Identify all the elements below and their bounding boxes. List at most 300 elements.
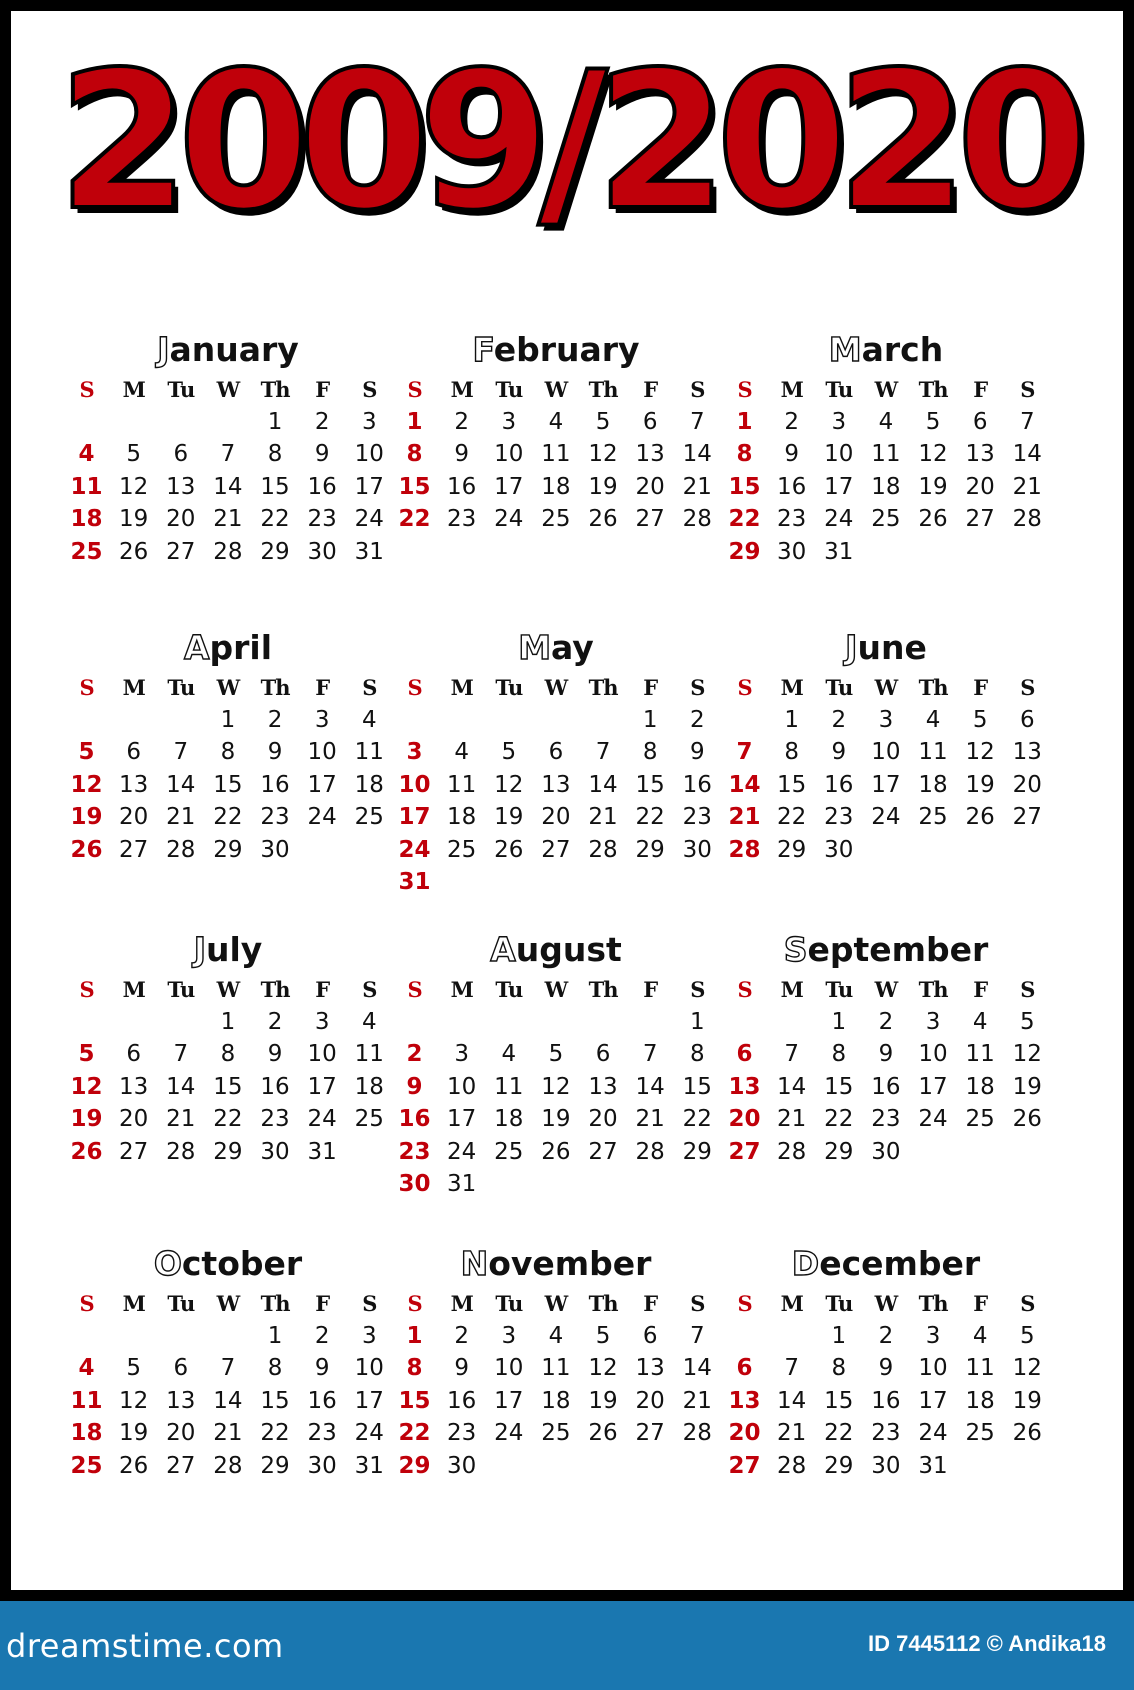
month-name: August bbox=[490, 930, 622, 969]
day-cell: 7 bbox=[689, 1322, 705, 1349]
day-cell: 14 bbox=[1012, 441, 1042, 468]
day-cell: 5 bbox=[126, 441, 141, 468]
week-row bbox=[391, 1071, 721, 1104]
day-cell: 21 bbox=[682, 1387, 712, 1414]
weekday-header: M bbox=[450, 675, 473, 700]
day-cell: 26 bbox=[494, 836, 524, 863]
weekday-header: W bbox=[544, 1291, 568, 1316]
day-cell: 26 bbox=[1012, 1420, 1042, 1447]
day-cell: 7 bbox=[1019, 408, 1035, 435]
brand-logo[interactable]: dreamstime.com bbox=[6, 1627, 284, 1665]
day-cell: 6 bbox=[126, 739, 141, 766]
weekday-header: S bbox=[1020, 1291, 1035, 1316]
week-row bbox=[391, 704, 721, 737]
weekday-header: Tu bbox=[825, 1291, 853, 1316]
month-name: July bbox=[193, 930, 263, 969]
day-cell: 19 bbox=[494, 804, 524, 831]
day-cell: 18 bbox=[70, 506, 103, 533]
day-cell: 22 bbox=[824, 1106, 854, 1133]
day-cell: 28 bbox=[635, 1138, 665, 1165]
day-cell: 3 bbox=[501, 1322, 517, 1349]
day-cell: 13 bbox=[635, 441, 665, 468]
day-cell: 30 bbox=[447, 1452, 477, 1479]
weekday-header: S bbox=[407, 977, 422, 1002]
day-cell: 9 bbox=[878, 1041, 894, 1068]
week-row bbox=[391, 1039, 721, 1072]
day-cell: 27 bbox=[965, 506, 995, 533]
day-cell: 17 bbox=[918, 1073, 948, 1100]
month-july bbox=[63, 930, 393, 1169]
week-row bbox=[721, 504, 1051, 537]
day-cell: 12 bbox=[70, 771, 103, 798]
week-row bbox=[721, 737, 1051, 770]
month-name: January bbox=[157, 330, 299, 369]
day-cell: 30 bbox=[824, 836, 854, 863]
day-cell: 22 bbox=[398, 506, 431, 533]
weekday-header: S bbox=[362, 675, 377, 700]
weekday-header: M bbox=[450, 977, 473, 1002]
day-cell: 20 bbox=[728, 1106, 761, 1133]
day-cell: 28 bbox=[777, 1452, 807, 1479]
image-credit: ID 7445112 © Andika18 bbox=[868, 1631, 1106, 1656]
weekday-header: W bbox=[874, 377, 898, 402]
day-cell: 24 bbox=[494, 1420, 524, 1447]
day-cell: 12 bbox=[1012, 1041, 1042, 1068]
week-row bbox=[63, 406, 393, 439]
day-cell: 31 bbox=[918, 1452, 948, 1479]
day-cell: 4 bbox=[78, 441, 95, 468]
week-row bbox=[63, 802, 393, 835]
day-cell: 18 bbox=[965, 1073, 995, 1100]
weekday-header: S bbox=[737, 675, 752, 700]
day-cell: 16 bbox=[398, 1106, 431, 1133]
week-row bbox=[391, 1104, 721, 1137]
day-cell: 30 bbox=[307, 538, 337, 565]
day-cell: 12 bbox=[70, 1073, 103, 1100]
day-cell: 22 bbox=[824, 1420, 854, 1447]
day-cell: 5 bbox=[548, 1041, 564, 1068]
weekday-header: Th bbox=[918, 675, 948, 700]
day-cell: 6 bbox=[1019, 706, 1035, 733]
day-cell: 5 bbox=[1019, 1008, 1035, 1035]
day-cell: 4 bbox=[501, 1041, 517, 1068]
weekday-header: Th bbox=[918, 1291, 948, 1316]
day-cell: 9 bbox=[878, 1355, 894, 1382]
week-row bbox=[63, 1385, 393, 1418]
day-cell: 24 bbox=[447, 1138, 477, 1165]
week-row bbox=[391, 1136, 721, 1169]
week-row bbox=[721, 439, 1051, 472]
weekday-header: F bbox=[315, 675, 330, 700]
day-cell: 19 bbox=[119, 1420, 149, 1447]
day-cell: 15 bbox=[682, 1073, 712, 1100]
day-cell: 21 bbox=[728, 804, 761, 831]
day-cell: 8 bbox=[784, 739, 799, 766]
week-row bbox=[391, 406, 721, 439]
weekday-header: F bbox=[973, 1291, 988, 1316]
day-grid bbox=[391, 1287, 721, 1483]
day-cell: 3 bbox=[831, 408, 847, 435]
week-row bbox=[63, 1071, 393, 1104]
day-cell: 25 bbox=[354, 1106, 384, 1133]
week-row bbox=[721, 1039, 1051, 1072]
weekday-header: F bbox=[643, 1291, 658, 1316]
day-cell: 16 bbox=[307, 473, 337, 500]
day-cell: 26 bbox=[119, 1452, 149, 1479]
day-cell: 11 bbox=[70, 473, 103, 500]
day-cell: 9 bbox=[406, 1073, 423, 1100]
day-cell: 14 bbox=[166, 1073, 196, 1100]
day-cell: 25 bbox=[494, 1138, 524, 1165]
day-cell: 3 bbox=[878, 706, 894, 733]
week-row bbox=[63, 769, 393, 802]
weekday-header: W bbox=[216, 377, 240, 402]
day-cell: 15 bbox=[398, 473, 431, 500]
day-cell: 26 bbox=[70, 836, 103, 863]
day-cell: 13 bbox=[1012, 739, 1042, 766]
weekday-header-row bbox=[391, 1287, 721, 1320]
day-cell: 19 bbox=[918, 473, 948, 500]
day-cell: 15 bbox=[398, 1387, 431, 1414]
day-cell: 12 bbox=[119, 473, 149, 500]
day-cell: 3 bbox=[925, 1322, 941, 1349]
day-cell: 12 bbox=[494, 771, 524, 798]
day-cell: 1 bbox=[267, 1322, 283, 1349]
day-cell: 17 bbox=[871, 771, 901, 798]
day-cell: 19 bbox=[965, 771, 995, 798]
day-cell: 4 bbox=[972, 1322, 988, 1349]
week-row bbox=[63, 504, 393, 537]
day-grid bbox=[391, 973, 721, 1201]
calendar-page bbox=[11, 11, 1123, 1590]
day-cell: 10 bbox=[494, 441, 524, 468]
week-row bbox=[391, 769, 721, 802]
day-cell: 19 bbox=[588, 1387, 618, 1414]
day-cell: 20 bbox=[541, 804, 571, 831]
weekday-header: Th bbox=[260, 675, 290, 700]
day-cell: 13 bbox=[119, 771, 149, 798]
week-row bbox=[391, 1006, 721, 1039]
day-cell: 24 bbox=[918, 1106, 948, 1133]
day-cell: 2 bbox=[831, 706, 847, 733]
week-row bbox=[721, 769, 1051, 802]
day-cell: 2 bbox=[784, 408, 799, 435]
day-cell: 7 bbox=[220, 1355, 236, 1382]
day-cell: 27 bbox=[166, 538, 196, 565]
week-row bbox=[721, 1071, 1051, 1104]
day-cell: 4 bbox=[78, 1355, 95, 1382]
day-cell: 4 bbox=[361, 706, 377, 733]
weekday-header: Tu bbox=[167, 977, 195, 1002]
day-cell: 6 bbox=[736, 1041, 753, 1068]
day-cell: 28 bbox=[682, 1420, 712, 1447]
week-row bbox=[721, 834, 1051, 867]
day-cell: 21 bbox=[166, 804, 196, 831]
month-august bbox=[391, 930, 721, 1201]
day-cell: 7 bbox=[173, 739, 189, 766]
weekday-header: F bbox=[315, 1291, 330, 1316]
weekday-header: M bbox=[450, 1291, 473, 1316]
day-cell: 11 bbox=[494, 1073, 524, 1100]
day-cell: 30 bbox=[260, 836, 290, 863]
day-cell: 13 bbox=[635, 1355, 665, 1382]
month-name: March bbox=[828, 330, 944, 369]
day-cell: 21 bbox=[213, 506, 243, 533]
day-cell: 14 bbox=[777, 1387, 807, 1414]
day-cell: 23 bbox=[871, 1420, 901, 1447]
day-cell: 16 bbox=[447, 473, 477, 500]
day-cell: 20 bbox=[1012, 771, 1042, 798]
day-cell: 17 bbox=[398, 804, 431, 831]
weekday-header: F bbox=[973, 675, 988, 700]
day-cell: 23 bbox=[682, 804, 712, 831]
week-row bbox=[391, 1169, 721, 1202]
day-cell: 1 bbox=[220, 1008, 236, 1035]
weekday-header: W bbox=[216, 1291, 240, 1316]
day-cell: 13 bbox=[166, 473, 196, 500]
day-cell: 5 bbox=[595, 408, 611, 435]
week-row bbox=[721, 1006, 1051, 1039]
week-row bbox=[391, 1320, 721, 1353]
weekday-header: Th bbox=[918, 377, 948, 402]
weekday-header: Tu bbox=[825, 675, 853, 700]
day-cell: 10 bbox=[307, 739, 337, 766]
day-cell: 4 bbox=[972, 1008, 988, 1035]
day-cell: 19 bbox=[1012, 1073, 1042, 1100]
week-row bbox=[721, 1104, 1051, 1137]
day-cell: 20 bbox=[635, 1387, 665, 1414]
week-row bbox=[391, 1418, 721, 1451]
day-cell: 22 bbox=[682, 1106, 712, 1133]
day-cell: 23 bbox=[307, 506, 337, 533]
week-row bbox=[391, 1450, 721, 1483]
week-row bbox=[391, 802, 721, 835]
day-cell: 22 bbox=[728, 506, 761, 533]
day-cell: 18 bbox=[494, 1106, 524, 1133]
day-cell: 24 bbox=[307, 804, 337, 831]
weekday-header: M bbox=[780, 675, 803, 700]
day-cell: 29 bbox=[398, 1452, 431, 1479]
weekday-header: W bbox=[874, 1291, 898, 1316]
day-cell: 24 bbox=[824, 506, 854, 533]
footer-bar bbox=[0, 1601, 1134, 1690]
weekday-header: W bbox=[544, 675, 568, 700]
day-cell: 22 bbox=[213, 1106, 243, 1133]
day-cell: 6 bbox=[642, 1322, 658, 1349]
day-cell: 16 bbox=[260, 771, 290, 798]
day-grid bbox=[63, 373, 393, 569]
day-cell: 13 bbox=[728, 1073, 761, 1100]
day-cell: 2 bbox=[406, 1041, 423, 1068]
day-cell: 15 bbox=[213, 1073, 243, 1100]
day-cell: 25 bbox=[871, 506, 901, 533]
day-cell: 3 bbox=[361, 1322, 377, 1349]
day-cell: 25 bbox=[447, 836, 477, 863]
day-cell: 11 bbox=[871, 441, 901, 468]
week-row bbox=[721, 802, 1051, 835]
day-cell: 21 bbox=[682, 473, 712, 500]
day-cell: 17 bbox=[447, 1106, 477, 1133]
day-cell: 8 bbox=[406, 1355, 423, 1382]
day-cell: 11 bbox=[70, 1387, 103, 1414]
day-cell: 11 bbox=[354, 739, 384, 766]
day-cell: 15 bbox=[824, 1387, 854, 1414]
day-cell: 2 bbox=[878, 1008, 894, 1035]
week-row bbox=[391, 867, 721, 900]
day-cell: 24 bbox=[354, 506, 384, 533]
day-cell: 17 bbox=[494, 1387, 524, 1414]
day-cell: 22 bbox=[260, 1420, 290, 1447]
week-row bbox=[721, 1385, 1051, 1418]
week-row bbox=[721, 704, 1051, 737]
month-name: September bbox=[783, 930, 989, 969]
day-cell: 15 bbox=[213, 771, 243, 798]
day-cell: 15 bbox=[635, 771, 665, 798]
day-cell: 15 bbox=[728, 473, 761, 500]
day-cell: 21 bbox=[1012, 473, 1042, 500]
month-name: April bbox=[183, 628, 273, 667]
weekday-header: S bbox=[690, 377, 705, 402]
day-cell: 2 bbox=[267, 706, 283, 733]
day-cell: 19 bbox=[1012, 1387, 1042, 1414]
day-cell: 22 bbox=[777, 804, 807, 831]
weekday-header: S bbox=[362, 1291, 377, 1316]
day-cell: 8 bbox=[736, 441, 753, 468]
day-cell: 5 bbox=[595, 1322, 611, 1349]
day-cell: 8 bbox=[220, 1041, 236, 1068]
day-cell: 1 bbox=[831, 1322, 847, 1349]
weekday-header: S bbox=[1020, 377, 1035, 402]
day-cell: 6 bbox=[548, 739, 564, 766]
day-cell: 1 bbox=[406, 408, 423, 435]
day-cell: 9 bbox=[454, 1355, 469, 1382]
day-cell: 12 bbox=[119, 1387, 149, 1414]
weekday-header: F bbox=[973, 977, 988, 1002]
day-cell: 16 bbox=[777, 473, 807, 500]
day-cell: 7 bbox=[173, 1041, 189, 1068]
day-cell: 20 bbox=[728, 1420, 761, 1447]
day-cell: 28 bbox=[682, 506, 712, 533]
day-cell: 11 bbox=[541, 441, 571, 468]
day-cell: 5 bbox=[925, 408, 941, 435]
weekday-header-row bbox=[391, 973, 721, 1006]
day-cell: 16 bbox=[307, 1387, 337, 1414]
day-cell: 24 bbox=[494, 506, 524, 533]
day-grid bbox=[721, 373, 1051, 569]
calendar-title: 2009/2020 bbox=[57, 31, 1077, 252]
month-december bbox=[721, 1244, 1051, 1483]
day-cell: 10 bbox=[354, 441, 384, 468]
day-cell: 18 bbox=[354, 771, 384, 798]
day-cell: 10 bbox=[398, 771, 431, 798]
day-cell: 19 bbox=[70, 804, 103, 831]
day-cell: 6 bbox=[173, 441, 189, 468]
week-row bbox=[721, 1136, 1051, 1169]
day-cell: 30 bbox=[682, 836, 712, 863]
day-cell: 2 bbox=[878, 1322, 894, 1349]
day-cell: 22 bbox=[398, 1420, 431, 1447]
day-cell: 3 bbox=[314, 706, 330, 733]
day-cell: 5 bbox=[972, 706, 988, 733]
weekday-header: S bbox=[690, 1291, 705, 1316]
day-cell: 28 bbox=[1012, 506, 1042, 533]
day-cell: 12 bbox=[588, 441, 618, 468]
day-cell: 14 bbox=[588, 771, 618, 798]
weekday-header: W bbox=[544, 377, 568, 402]
weekday-header: S bbox=[690, 977, 705, 1002]
day-cell: 20 bbox=[166, 1420, 196, 1447]
day-grid bbox=[63, 671, 393, 867]
day-grid bbox=[721, 973, 1051, 1169]
day-cell: 24 bbox=[307, 1106, 337, 1133]
day-cell: 20 bbox=[635, 473, 665, 500]
day-cell: 28 bbox=[166, 836, 196, 863]
week-row bbox=[63, 439, 393, 472]
weekday-header: W bbox=[216, 977, 240, 1002]
day-cell: 23 bbox=[260, 1106, 290, 1133]
day-cell: 28 bbox=[588, 836, 618, 863]
day-cell: 18 bbox=[918, 771, 948, 798]
day-cell: 4 bbox=[548, 408, 564, 435]
day-cell: 10 bbox=[354, 1355, 384, 1382]
day-cell: 15 bbox=[260, 1387, 290, 1414]
day-grid bbox=[721, 1287, 1051, 1483]
day-cell: 24 bbox=[918, 1420, 948, 1447]
day-cell: 15 bbox=[260, 473, 290, 500]
day-cell: 1 bbox=[784, 706, 799, 733]
weekday-header-row bbox=[721, 671, 1051, 704]
day-cell: 10 bbox=[824, 441, 854, 468]
day-cell: 20 bbox=[119, 1106, 149, 1133]
day-cell: 1 bbox=[689, 1008, 705, 1035]
day-cell: 25 bbox=[918, 804, 948, 831]
day-cell: 27 bbox=[635, 506, 665, 533]
day-cell: 25 bbox=[70, 538, 103, 565]
weekday-header: W bbox=[874, 675, 898, 700]
weekday-header: M bbox=[780, 377, 803, 402]
day-cell: 23 bbox=[777, 506, 807, 533]
weekday-header: Tu bbox=[167, 675, 195, 700]
month-march bbox=[721, 330, 1051, 569]
day-cell: 18 bbox=[541, 1387, 571, 1414]
week-row bbox=[63, 1450, 393, 1483]
day-cell: 22 bbox=[260, 506, 290, 533]
week-row bbox=[391, 1353, 721, 1386]
day-cell: 9 bbox=[831, 739, 847, 766]
day-cell: 10 bbox=[871, 739, 901, 766]
day-cell: 28 bbox=[777, 1138, 807, 1165]
day-cell: 19 bbox=[70, 1106, 103, 1133]
day-cell: 2 bbox=[689, 706, 705, 733]
weekday-header: Th bbox=[588, 977, 618, 1002]
week-row bbox=[391, 504, 721, 537]
day-cell: 18 bbox=[541, 473, 571, 500]
week-row bbox=[391, 439, 721, 472]
day-cell: 23 bbox=[307, 1420, 337, 1447]
day-cell: 19 bbox=[588, 473, 618, 500]
weekday-header: W bbox=[216, 675, 240, 700]
day-cell: 31 bbox=[447, 1171, 477, 1198]
day-cell: 29 bbox=[824, 1138, 854, 1165]
day-cell: 28 bbox=[213, 538, 243, 565]
day-cell: 3 bbox=[406, 739, 423, 766]
day-cell: 26 bbox=[965, 804, 995, 831]
weekday-header-row bbox=[63, 671, 393, 704]
day-cell: 29 bbox=[213, 1138, 243, 1165]
day-cell: 7 bbox=[784, 1355, 799, 1382]
day-cell: 8 bbox=[831, 1355, 847, 1382]
day-cell: 19 bbox=[541, 1106, 571, 1133]
